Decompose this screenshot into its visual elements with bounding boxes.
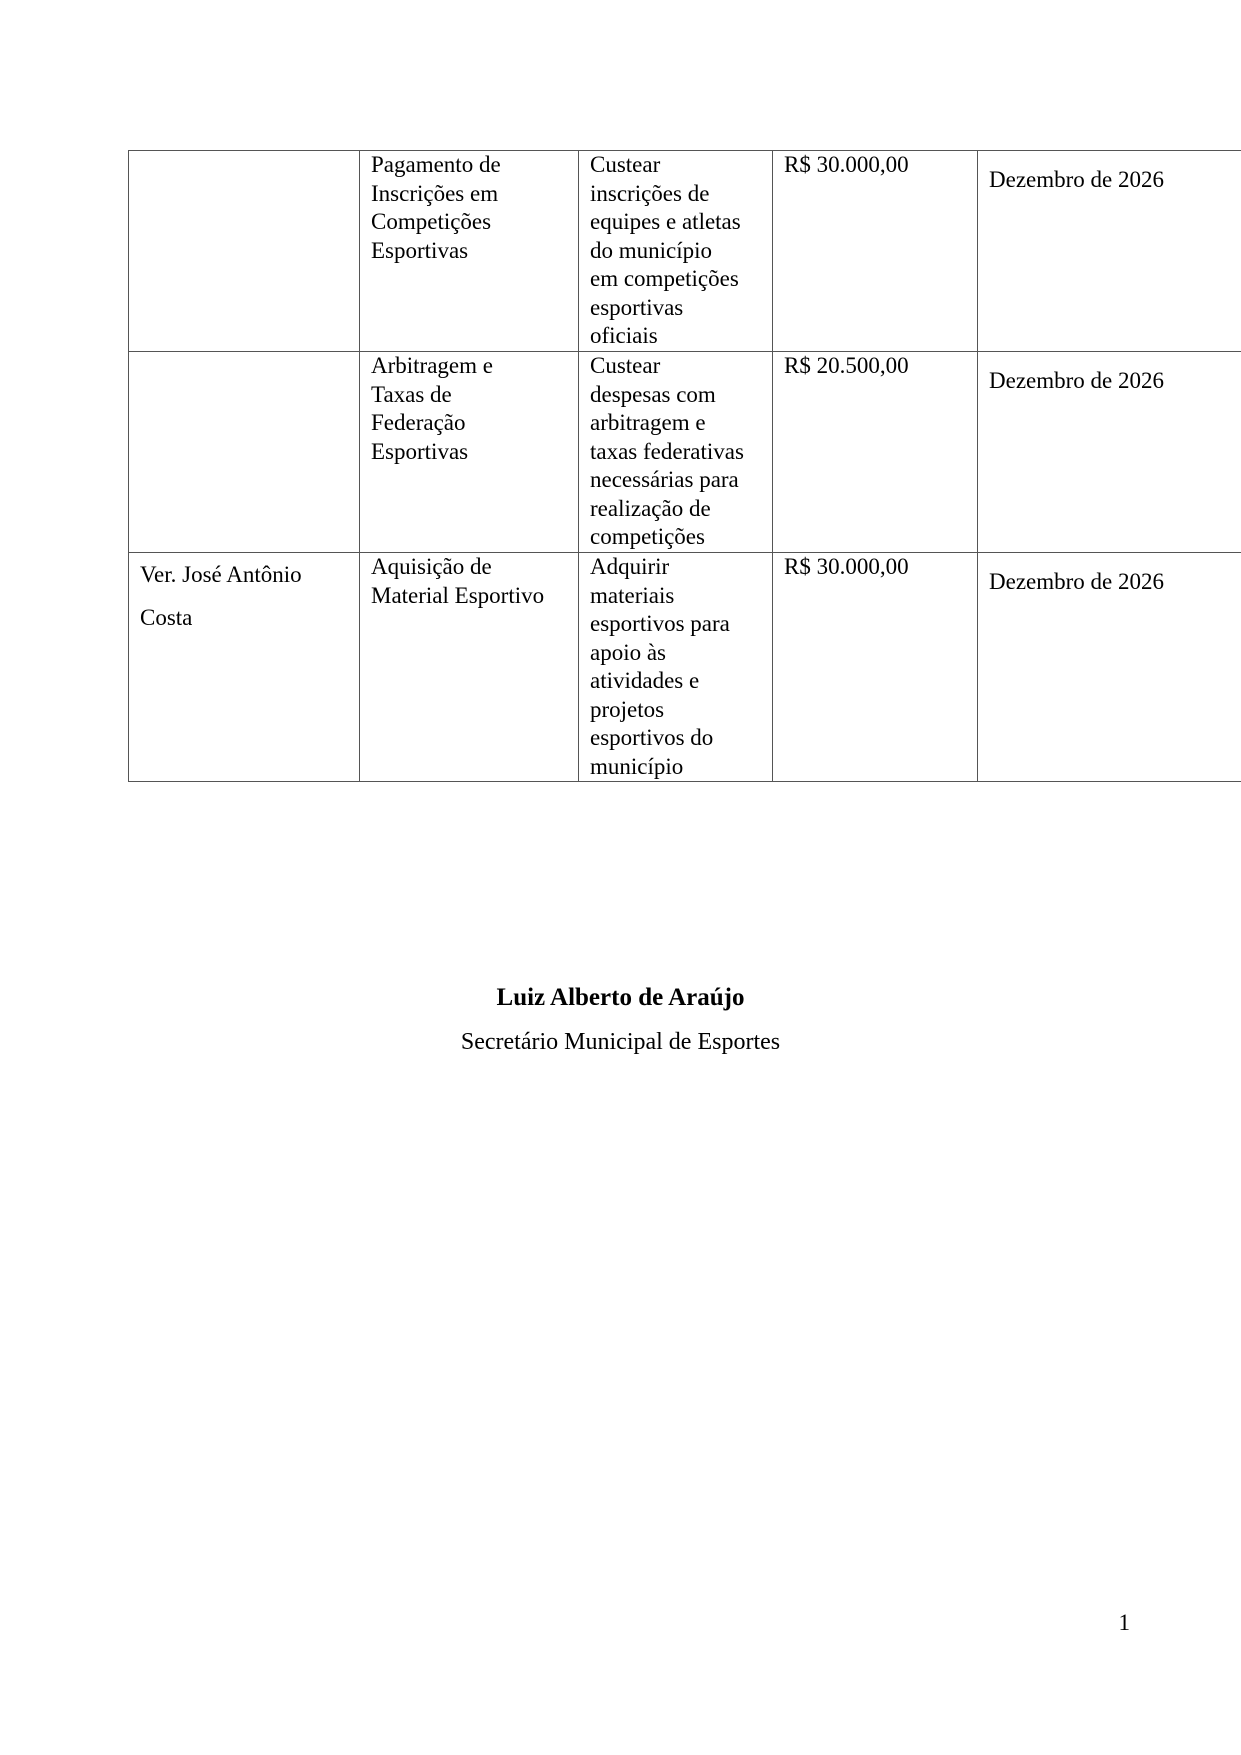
deadline-text: Dezembro de 2026 — [989, 368, 1164, 393]
table-row — [129, 352, 1241, 553]
value-text: R$ 30.000,00 — [784, 554, 909, 579]
objective-cell — [579, 151, 773, 352]
signatory-title: Secretário Municipal de Esportes — [460, 1029, 781, 1055]
signatory-name: Luiz Alberto de Araújo — [496, 984, 745, 1011]
deadline-text: Dezembro de 2026 — [989, 167, 1164, 192]
value-cell — [773, 352, 978, 553]
action-text: Pagamento de Inscrições em Competições Esportivas — [371, 152, 501, 263]
objective-cell — [579, 352, 773, 553]
author-cell — [129, 553, 360, 782]
objective-text: Adquirir materiais esportivos para apoio às atividades e projetos esportivos do município — [590, 554, 730, 779]
deadline-text: Dezembro de 2026 — [989, 569, 1164, 594]
author-cell — [129, 352, 360, 553]
deadline-cell — [978, 352, 1241, 553]
value-text: R$ 20.500,00 — [784, 353, 909, 378]
deadline-cell — [978, 151, 1241, 352]
action-cell — [360, 352, 579, 553]
author-text: Ver. José Antônio Costa — [140, 562, 302, 630]
action-cell — [360, 553, 579, 782]
table-row — [129, 553, 1241, 782]
value-cell — [773, 553, 978, 782]
objective-cell — [579, 553, 773, 782]
action-text: Aquisição de Material Esportivo — [371, 554, 545, 608]
action-text: Arbitragem e Taxas de Federação Esportivas — [371, 353, 493, 464]
author-cell — [129, 151, 360, 352]
value-cell — [773, 151, 978, 352]
value-text: R$ 30.000,00 — [784, 152, 909, 177]
objective-text: Custear inscrições de equipes e atletas do município em competições esportivas oficiais — [590, 152, 741, 348]
action-cell — [360, 151, 579, 352]
table-row — [129, 151, 1241, 352]
budget-table — [128, 150, 1241, 782]
objective-text: Custear despesas com arbitragem e taxas federativas necessárias para realização de competições — [590, 353, 744, 549]
deadline-cell — [978, 553, 1241, 782]
page-number: 1 — [1118, 1610, 1130, 1635]
